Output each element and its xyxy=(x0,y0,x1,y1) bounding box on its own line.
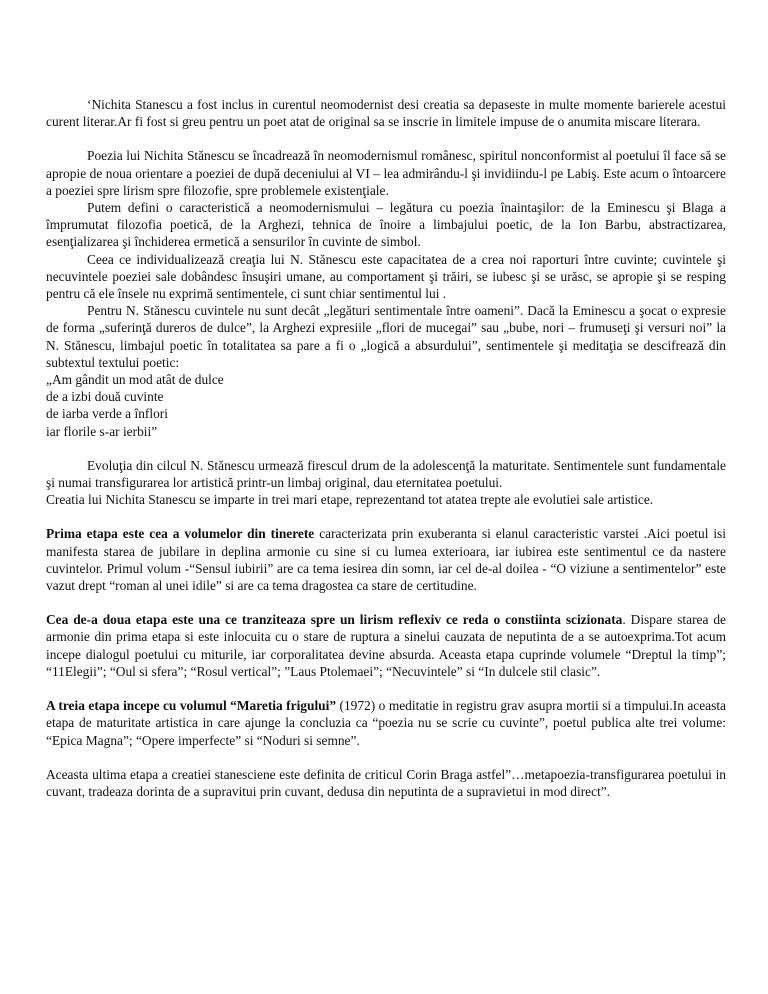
paragraph-neomodernism: Poezia lui Nichita Stănescu se încadrează în neomodernismul românesc, spiritul nonconformist al poetului îl face să se apropie de noua orientare a poeziei de după deceniului al VI – lea admirându-l şi invidiindu-l pe Labiş. Este acum o întoarcere a poeziei spre lirism spre filozofie, spre problemele existenţiale. xyxy=(46,148,726,198)
stage-three-heading: A treia etapa incepe cu volumul “Maretia frigului” xyxy=(46,698,337,714)
paragraph-intro: ‘Nichita Stanescu a fost inclus in curentul neomodernist desi creatia sa depaseste in multe momente barierele acestui curent literar.Ar fi fost si greu pentru un poet atat de original sa se inscrie in limitele impuse de o anumita miscare literara. xyxy=(46,97,726,130)
paragraph-stage-three xyxy=(46,697,726,749)
poem-line-2: de a izbi două cuvinte xyxy=(46,389,164,405)
paragraph-individuality: Ceea ce individualizează creaţia lui N. Stănescu este capacitatea de a crea noi raporturi între cuvinte; cuvintele şi necuvintele poeziei sale dobândesc însuşiri umane, au comportament şi trăiri, se iubesc şi se urăsc, se apropie şi se resping pentru că ele însele nu exprimă sentimentele, ci sunt chiar sentimentul lui . xyxy=(46,251,726,302)
paragraph-stage-two xyxy=(46,611,726,680)
paragraph-evolution: Evoluţia din cilcul N. Stănescu urmează firescul drum de la adolescenţă la maturitate. Sentimentele sunt fundamentale şi numai transfigurarea lor artistică printr-un limbaj original, dau eternitatea poetului. xyxy=(46,457,726,491)
paragraph-words: Pentru N. Stănescu cuvintele nu sunt decât „legături sentimentale între oameni”. Dacă la Eminescu a şocat o expresie de forma „suferinţă dureros de dulce”, la Arghezi expresiile „flori de mucegai” sau „bube, nori – frumuseţi şi versuri noi” la N. Stănescu, limbajul poetic în totalitatea sa pare a fi o „logică a absurdului”, sentimentele şi meditaţia se descifrează din subtextul textului poetic: xyxy=(46,303,726,370)
poem-line-4: iar florile s-ar ierbii” xyxy=(46,423,158,439)
stage-two-heading: Cea de-a doua etapa este una ce tranziteaza spre un lirism reflexiv ce reda o constiinta scizionata xyxy=(46,612,623,628)
stage-one-text: caracterizata prin exuberanta si elanul caracteristic varstei .Aici poetul isi manifesta starea de jubilare in deplina armonie cu sine si cu lumea exterioara, iar iubirea este sentimentul ce da nastere cuvintelor. Primul volum -“Sensul iubirii” are ca tema iesirea din somn, iar cel de-al doilea - “O viziune a sentimentelor” este vazut drept “roman al unei idile” si are ca tema dragostea ca stare de certitudine. xyxy=(46,526,726,594)
document-page xyxy=(46,96,726,800)
paragraph-three-stages: Creatia lui Nichita Stanescu se imparte in trei mari etape, reprezentand tot atatea trepte ale evolutiei sale artistice. xyxy=(46,492,654,508)
paragraph-final-stage: Aceasta ultima etapa a creatiei stanesciene este definita de criticul Corin Braga astfel”…metapoezia-transfigurarea poetului in cuvant, tradeaza dorinta de a supravitui prin cuvant, dedusa din neputinta de a supravietui in mod direct”. xyxy=(46,766,726,799)
paragraph-stage-one xyxy=(46,525,726,594)
stage-three-text: (1972) o meditatie in registru grav asupra mortii si a timpului.In aceasta etapa de maturitate artistica in care ajunge la concluzia ca “poezia nu se scrie cu cuvinte”, poetul publica alte trei volume: “Epica Magna”; “Opere imperfecte” si “Noduri si semne”. xyxy=(46,698,726,748)
poem-line-3: de iarba verde a înflori xyxy=(46,406,168,422)
poem-line-1: „Am gândit un mod atât de dulce xyxy=(46,372,224,388)
paragraph-characteristic: Putem defini o caracteristică a neomodernismului – legătura cu poezia înaintaşilor: de la Eminescu şi Blaga a împrumutat filozofia poetică, de la Arghezi, tehnica de înoire a limbajului poetic, de la Ion Barbu, abstractizarea, esenţializarea şi închiderea ermetică a sensurilor în cuvinte de simbol. xyxy=(46,200,726,250)
stage-two-text: . Dispare starea de armonie din prima etapa si este inlocuita cu o stare de ruptura a sinelui cauzata de neputinta de a se autoexprima.Tot acum incepe dialogul poetului cu miturile, iar corporalitatea devine absurda. Aceasta etapa cuprinde volumele “Dreptul la timp”; “11Elegii”; “Oul si sfera”; “Rosul vertical”; ”Laus Ptolemaei”; “Necuvintele” si “In dulcele stil clasic”. xyxy=(46,612,726,679)
stage-one-heading: Prima etapa este cea a volumelor din tinerete xyxy=(46,526,315,542)
